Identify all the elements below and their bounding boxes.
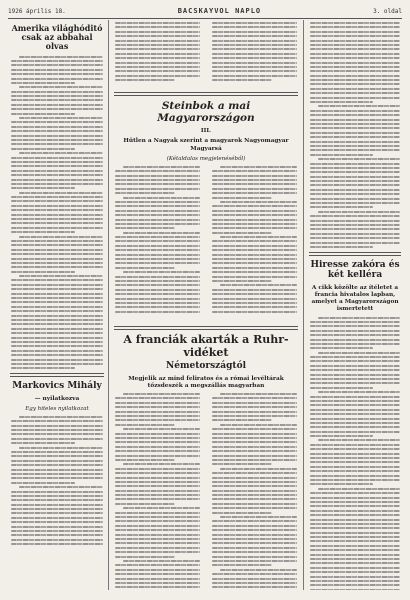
center-top-text [112, 22, 300, 86]
article-note: Egy hiteles nyilatkozat [25, 405, 89, 412]
article-body [8, 416, 106, 545]
article-subheadline: A cikk közölte az ítéletet a francia hivatalos lapban, amelyet a Magyarországon ismertetett [311, 284, 399, 313]
column-left [8, 22, 106, 590]
article-subheadline: — nyilatkozva [34, 395, 80, 402]
article-body [209, 166, 300, 315]
article-headline: Hiresse zakóra és két kelléra [310, 259, 400, 281]
article-subheadline: Hűtlen a Nagyak szerint a magyarok Nagyomagyar Magyarsá [123, 138, 289, 152]
article-body [112, 166, 203, 315]
article-body [307, 317, 403, 590]
section-divider [114, 326, 298, 330]
article-headline-line2: Németországtól [166, 361, 246, 372]
masthead [8, 4, 402, 19]
issue-date: 1926 április 18. [8, 7, 66, 15]
center-article-ruhr [112, 322, 300, 590]
section-divider [114, 92, 298, 96]
section-divider [10, 373, 104, 377]
column-rule [303, 20, 304, 590]
section-divider [309, 252, 401, 256]
paper-title: BACSKAYVOL NAPLO [177, 7, 262, 15]
article-note: (Kétaldalas megjelenéséből) [166, 155, 246, 162]
article-roman-numeral: III. [200, 128, 212, 135]
article-headline: Steinbok a mai Magyarországon [157, 100, 255, 125]
page-number: 3. oldal [373, 7, 402, 15]
article-headline: Amerika világhóditó csak az abbahal olvas [11, 23, 103, 52]
article-body [307, 22, 403, 248]
column-right [307, 22, 403, 590]
column-rule [108, 20, 109, 590]
article-subheadline: Megjelik az mind feliratos és a római levéltárak tőzsdeszék a megszállás magyarban [128, 375, 284, 389]
article-body [209, 393, 300, 590]
article-body [8, 56, 106, 370]
article-headline: A franciák akarták a Ruhr-vidéket [123, 333, 289, 359]
center-article-steinbok [112, 88, 300, 316]
article-body [112, 393, 203, 590]
article-headline: Markovics Mihály [12, 381, 102, 392]
